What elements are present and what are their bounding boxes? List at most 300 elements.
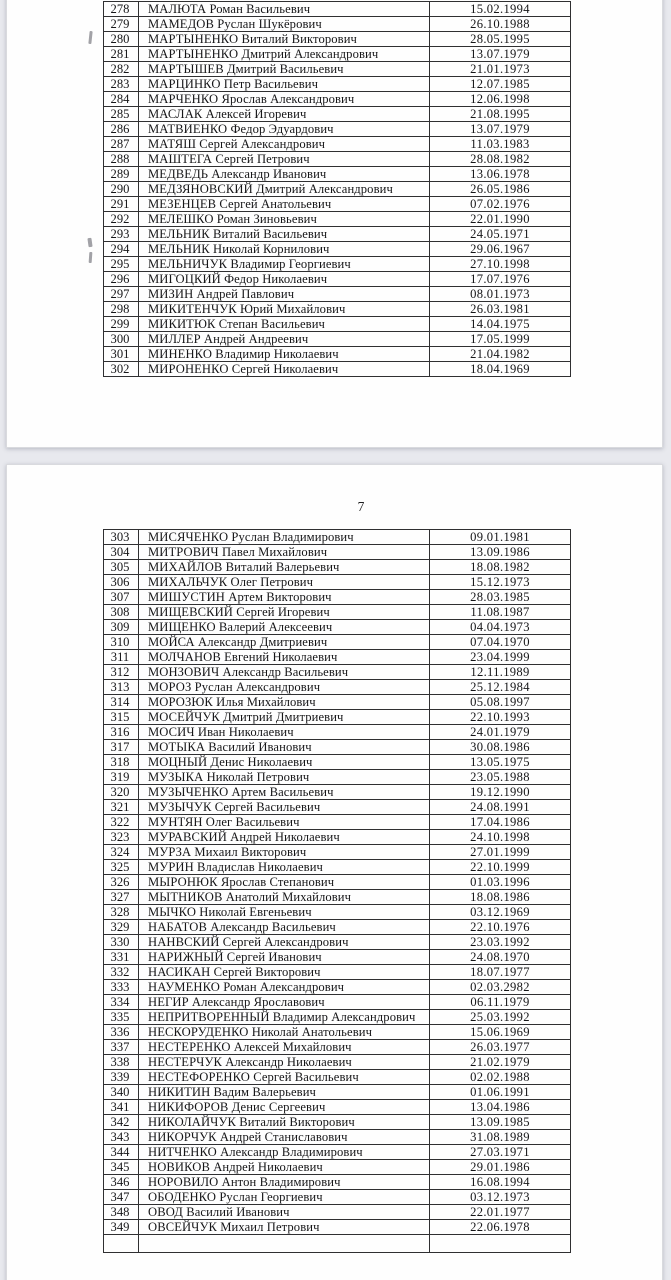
name-cell: МЫЧКО Николай Евгеньевич bbox=[139, 905, 430, 920]
table-row bbox=[104, 1175, 571, 1190]
name-cell: МАРЧЕНКО Ярослав Александрович bbox=[139, 92, 430, 107]
table-row bbox=[104, 137, 571, 152]
birthdate-cell: 27.10.1998 bbox=[430, 257, 571, 272]
table-row bbox=[104, 32, 571, 47]
birthdate-cell: 11.03.1983 bbox=[430, 137, 571, 152]
name-cell: МИЩЕВСКИЙ Сергей Игоревич bbox=[139, 605, 430, 620]
table-row bbox=[104, 815, 571, 830]
table-row bbox=[104, 1025, 571, 1040]
birthdate-cell: 03.12.1973 bbox=[430, 1190, 571, 1205]
name-cell: МОСЕЙЧУК Дмитрий Дмитриевич bbox=[139, 710, 430, 725]
table-row bbox=[104, 122, 571, 137]
row-number-cell: 281 bbox=[104, 47, 139, 62]
name-cell: МИКИТЮК Степан Васильевич bbox=[139, 317, 430, 332]
birthdate-cell: 22.01.1977 bbox=[430, 1205, 571, 1220]
table-row bbox=[104, 530, 571, 545]
table-row bbox=[104, 905, 571, 920]
birthdate-cell: 18.08.1982 bbox=[430, 560, 571, 575]
name-cell: НАРИЖНЫЙ Сергей Иванович bbox=[139, 950, 430, 965]
name-cell: МИГОЦКИЙ Федор Николаевич bbox=[139, 272, 430, 287]
table-row bbox=[104, 590, 571, 605]
name-cell: МИЗИН Андрей Павлович bbox=[139, 287, 430, 302]
table-row bbox=[104, 1130, 571, 1145]
scan-artifact-mark bbox=[89, 252, 93, 263]
table-row bbox=[104, 287, 571, 302]
row-number-cell: 315 bbox=[104, 710, 139, 725]
name-cell: МЕДВЕДЬ Александр Иванович bbox=[139, 167, 430, 182]
name-cell: МАРТЫНЕНКО Виталий Викторович bbox=[139, 32, 430, 47]
birthdate-cell: 06.11.1979 bbox=[430, 995, 571, 1010]
name-cell: МОЛЧАНОВ Евгений Николаевич bbox=[139, 650, 430, 665]
birthdate-cell: 07.02.1976 bbox=[430, 197, 571, 212]
row-number-cell: 344 bbox=[104, 1145, 139, 1160]
birthdate-cell: 21.04.1982 bbox=[430, 347, 571, 362]
birthdate-cell bbox=[430, 1235, 571, 1253]
table-row bbox=[104, 302, 571, 317]
row-number-cell: 280 bbox=[104, 32, 139, 47]
row-number-cell: 291 bbox=[104, 197, 139, 212]
table-row bbox=[104, 605, 571, 620]
table-row bbox=[104, 755, 571, 770]
birthdate-cell: 31.08.1989 bbox=[430, 1130, 571, 1145]
table-row bbox=[104, 107, 571, 122]
birthdate-cell: 17.04.1986 bbox=[430, 815, 571, 830]
name-cell: МОЦНЫЙ Денис Николаевич bbox=[139, 755, 430, 770]
table-row bbox=[104, 680, 571, 695]
name-cell: НАБАТОВ Александр Васильевич bbox=[139, 920, 430, 935]
name-cell: МЕЛЬНИК Виталий Васильевич bbox=[139, 227, 430, 242]
birthdate-cell: 21.08.1995 bbox=[430, 107, 571, 122]
birthdate-cell: 23.05.1988 bbox=[430, 770, 571, 785]
birthdate-cell: 28.03.1985 bbox=[430, 590, 571, 605]
name-cell: МАШТЕГА Сергей Петрович bbox=[139, 152, 430, 167]
name-cell: МИХАЙЛОВ Виталий Валерьевич bbox=[139, 560, 430, 575]
table-row bbox=[104, 965, 571, 980]
table-body-clipped-row bbox=[104, 1235, 571, 1253]
table-row bbox=[104, 1160, 571, 1175]
name-cell: МОРОЗЮК Илья Михайлович bbox=[139, 695, 430, 710]
row-number-cell: 313 bbox=[104, 680, 139, 695]
table-row bbox=[104, 2, 571, 17]
table-row bbox=[104, 920, 571, 935]
birthdate-cell: 23.04.1999 bbox=[430, 650, 571, 665]
row-number-cell: 295 bbox=[104, 257, 139, 272]
name-cell: НЕСКОРУДЕНКО Николай Анатольевич bbox=[139, 1025, 430, 1040]
name-cell: НЕГИР Александр Ярославович bbox=[139, 995, 430, 1010]
birthdate-cell: 13.07.1979 bbox=[430, 122, 571, 137]
birthdate-cell: 13.06.1978 bbox=[430, 167, 571, 182]
table-row bbox=[104, 1190, 571, 1205]
row-number-cell: 285 bbox=[104, 107, 139, 122]
row-number-cell: 312 bbox=[104, 665, 139, 680]
table-row bbox=[104, 770, 571, 785]
name-cell: МИЩЕНКО Валерий Алексеевич bbox=[139, 620, 430, 635]
row-number-cell: 326 bbox=[104, 875, 139, 890]
birthdate-cell: 13.04.1986 bbox=[430, 1100, 571, 1115]
row-number-cell: 310 bbox=[104, 635, 139, 650]
birthdate-cell: 26.10.1988 bbox=[430, 17, 571, 32]
table-row bbox=[104, 272, 571, 287]
birthdate-cell: 24.08.1991 bbox=[430, 800, 571, 815]
row-number-cell: 336 bbox=[104, 1025, 139, 1040]
document-page-previous bbox=[6, 0, 663, 448]
row-number-cell: 305 bbox=[104, 560, 139, 575]
row-number-cell: 319 bbox=[104, 770, 139, 785]
row-number-cell: 329 bbox=[104, 920, 139, 935]
row-number-cell: 282 bbox=[104, 62, 139, 77]
name-cell: МОСИЧ Иван Николаевич bbox=[139, 725, 430, 740]
birthdate-cell: 08.01.1973 bbox=[430, 287, 571, 302]
table-row bbox=[104, 1055, 571, 1070]
names-table-page-1 bbox=[103, 1, 571, 377]
birthdate-cell: 13.07.1979 bbox=[430, 47, 571, 62]
name-cell: НАСИКАН Сергей Викторович bbox=[139, 965, 430, 980]
birthdate-cell: 12.11.1989 bbox=[430, 665, 571, 680]
row-number-cell: 347 bbox=[104, 1190, 139, 1205]
scan-artifact-mark bbox=[88, 31, 92, 44]
row-number-cell: 320 bbox=[104, 785, 139, 800]
birthdate-cell: 24.01.1979 bbox=[430, 725, 571, 740]
name-cell: МОНЗОВИЧ Александр Васильевич bbox=[139, 665, 430, 680]
row-number-cell: 286 bbox=[104, 122, 139, 137]
row-number-cell: 289 bbox=[104, 167, 139, 182]
name-cell: НИКОРЧУК Андрей Станиславович bbox=[139, 1130, 430, 1145]
birthdate-cell: 24.05.1971 bbox=[430, 227, 571, 242]
name-cell: ОВОД Василий Иванович bbox=[139, 1205, 430, 1220]
row-number-cell: 284 bbox=[104, 92, 139, 107]
row-number-cell: 321 bbox=[104, 800, 139, 815]
name-cell: МЫТНИКОВ Анатолий Михайлович bbox=[139, 890, 430, 905]
name-cell: МИШУСТИН Артем Викторович bbox=[139, 590, 430, 605]
name-cell: МЫРОНЮК Ярослав Степанович bbox=[139, 875, 430, 890]
row-number-cell: 287 bbox=[104, 137, 139, 152]
row-number-cell: 301 bbox=[104, 347, 139, 362]
table-row bbox=[104, 77, 571, 92]
row-number-cell: 322 bbox=[104, 815, 139, 830]
table-row bbox=[104, 167, 571, 182]
table-row bbox=[104, 257, 571, 272]
name-cell: МАТЯШ Сергей Александрович bbox=[139, 137, 430, 152]
birthdate-cell: 18.08.1986 bbox=[430, 890, 571, 905]
table-row bbox=[104, 182, 571, 197]
birthdate-cell: 22.01.1990 bbox=[430, 212, 571, 227]
name-cell: МЕЛЕШКО Роман Зиновьевич bbox=[139, 212, 430, 227]
row-number-cell: 323 bbox=[104, 830, 139, 845]
row-number-cell: 292 bbox=[104, 212, 139, 227]
birthdate-cell: 23.03.1992 bbox=[430, 935, 571, 950]
table-row bbox=[104, 830, 571, 845]
birthdate-cell: 01.03.1996 bbox=[430, 875, 571, 890]
table-row bbox=[104, 995, 571, 1010]
table-row bbox=[104, 152, 571, 167]
name-cell: МУРЗА Михаил Викторович bbox=[139, 845, 430, 860]
name-cell: НЕСТЕФОРЕНКО Сергей Васильевич bbox=[139, 1070, 430, 1085]
birthdate-cell: 02.03.2982 bbox=[430, 980, 571, 995]
row-number-cell: 332 bbox=[104, 965, 139, 980]
table-row bbox=[104, 845, 571, 860]
name-cell: МЕДЗЯНОВСКИЙ Дмитрий Александрович bbox=[139, 182, 430, 197]
birthdate-cell: 09.01.1981 bbox=[430, 530, 571, 545]
table-body bbox=[104, 2, 571, 377]
table-row bbox=[104, 362, 571, 377]
table-row bbox=[104, 740, 571, 755]
table-row bbox=[104, 1010, 571, 1025]
birthdate-cell: 27.01.1999 bbox=[430, 845, 571, 860]
name-cell: МАРТЫНЕНКО Дмитрий Александрович bbox=[139, 47, 430, 62]
birthdate-cell: 22.10.1993 bbox=[430, 710, 571, 725]
table-row bbox=[104, 197, 571, 212]
name-cell: МУРАВСКИЙ Андрей Николаевич bbox=[139, 830, 430, 845]
table-row bbox=[104, 980, 571, 995]
row-number-cell: 288 bbox=[104, 152, 139, 167]
row-number-cell: 278 bbox=[104, 2, 139, 17]
birthdate-cell: 25.12.1984 bbox=[430, 680, 571, 695]
table-row bbox=[104, 1085, 571, 1100]
name-cell bbox=[139, 1235, 430, 1253]
row-number-cell: 311 bbox=[104, 650, 139, 665]
table-row bbox=[104, 332, 571, 347]
row-number-cell: 297 bbox=[104, 287, 139, 302]
row-number-cell: 283 bbox=[104, 77, 139, 92]
row-number-cell: 349 bbox=[104, 1220, 139, 1235]
row-number-cell: 298 bbox=[104, 302, 139, 317]
row-number-cell: 304 bbox=[104, 545, 139, 560]
page-number: 7 bbox=[357, 499, 365, 514]
name-cell: МОЙСА Александр Дмитриевич bbox=[139, 635, 430, 650]
birthdate-cell: 13.09.1985 bbox=[430, 1115, 571, 1130]
row-number-cell: 324 bbox=[104, 845, 139, 860]
row-number-cell: 302 bbox=[104, 362, 139, 377]
row-number-cell: 338 bbox=[104, 1055, 139, 1070]
birthdate-cell: 12.06.1998 bbox=[430, 92, 571, 107]
name-cell: ОВСЕЙЧУК Михаил Петрович bbox=[139, 1220, 430, 1235]
name-cell: МАТВИЕНКО Федор Эдуардович bbox=[139, 122, 430, 137]
row-number-cell: 345 bbox=[104, 1160, 139, 1175]
birthdate-cell: 22.10.1976 bbox=[430, 920, 571, 935]
table-row bbox=[104, 62, 571, 77]
row-number-cell: 299 bbox=[104, 317, 139, 332]
birthdate-cell: 05.08.1997 bbox=[430, 695, 571, 710]
name-cell: МАРТЫШЕВ Дмитрий Васильевич bbox=[139, 62, 430, 77]
birthdate-cell: 25.03.1992 bbox=[430, 1010, 571, 1025]
row-number-cell: 293 bbox=[104, 227, 139, 242]
table-row bbox=[104, 890, 571, 905]
row-number-cell: 327 bbox=[104, 890, 139, 905]
name-cell: НИКИФОРОВ Денис Сергеевич bbox=[139, 1100, 430, 1115]
birthdate-cell: 26.03.1977 bbox=[430, 1040, 571, 1055]
name-cell: МИРОНЕНКО Сергей Николаевич bbox=[139, 362, 430, 377]
birthdate-cell: 11.08.1987 bbox=[430, 605, 571, 620]
name-cell: МИЛЛЕР Андрей Андреевич bbox=[139, 332, 430, 347]
table-row bbox=[104, 317, 571, 332]
birthdate-cell: 15.02.1994 bbox=[430, 2, 571, 17]
table-row bbox=[104, 347, 571, 362]
name-cell: МАРЦИНКО Петр Васильевич bbox=[139, 77, 430, 92]
table-row bbox=[104, 710, 571, 725]
row-number-cell: 279 bbox=[104, 17, 139, 32]
name-cell: МУЗЫЧЕНКО Артем Васильевич bbox=[139, 785, 430, 800]
name-cell: МЕЛЬНИЧУК Владимир Георгиевич bbox=[139, 257, 430, 272]
row-number-cell: 339 bbox=[104, 1070, 139, 1085]
birthdate-cell: 30.08.1986 bbox=[430, 740, 571, 755]
name-cell: МУЗЫЧУК Сергей Васильевич bbox=[139, 800, 430, 815]
table-row bbox=[104, 950, 571, 965]
birthdate-cell: 01.06.1991 bbox=[430, 1085, 571, 1100]
name-cell: НЕСТЕРЕНКО Алексей Михайлович bbox=[139, 1040, 430, 1055]
birthdate-cell: 22.10.1999 bbox=[430, 860, 571, 875]
row-number-cell: 325 bbox=[104, 860, 139, 875]
row-number-cell: 342 bbox=[104, 1115, 139, 1130]
table-row bbox=[104, 212, 571, 227]
birthdate-cell: 15.12.1973 bbox=[430, 575, 571, 590]
birthdate-cell: 18.04.1969 bbox=[430, 362, 571, 377]
name-cell: МИХАЛЬЧУК Олег Петрович bbox=[139, 575, 430, 590]
birthdate-cell: 21.02.1979 bbox=[430, 1055, 571, 1070]
row-number-cell: 333 bbox=[104, 980, 139, 995]
name-cell: МИНЕНКО Владимир Николаевич bbox=[139, 347, 430, 362]
row-number-cell: 307 bbox=[104, 590, 139, 605]
birthdate-cell: 29.01.1986 bbox=[430, 1160, 571, 1175]
row-number-cell: 328 bbox=[104, 905, 139, 920]
table-row bbox=[104, 575, 571, 590]
scan-artifact-mark bbox=[87, 238, 92, 247]
birthdate-cell: 14.04.1975 bbox=[430, 317, 571, 332]
table-row bbox=[104, 665, 571, 680]
name-cell: НАНВСКИЙ Сергей Александрович bbox=[139, 935, 430, 950]
row-number-cell: 317 bbox=[104, 740, 139, 755]
table-row bbox=[104, 227, 571, 242]
birthdate-cell: 17.07.1976 bbox=[430, 272, 571, 287]
row-number-cell: 306 bbox=[104, 575, 139, 590]
table-row bbox=[104, 860, 571, 875]
row-number-cell: 348 bbox=[104, 1205, 139, 1220]
name-cell: МИТРОВИЧ Павел Михайлович bbox=[139, 545, 430, 560]
table-row bbox=[104, 635, 571, 650]
table-row bbox=[104, 560, 571, 575]
name-cell: ОБОДЕНКО Руслан Георгиевич bbox=[139, 1190, 430, 1205]
birthdate-cell: 04.04.1973 bbox=[430, 620, 571, 635]
name-cell: НЕПРИТВОРЕННЫЙ Владимир Александрович bbox=[139, 1010, 430, 1025]
birthdate-cell: 26.05.1986 bbox=[430, 182, 571, 197]
table-row bbox=[104, 242, 571, 257]
name-cell: НИКОЛАЙЧУК Виталий Викторович bbox=[139, 1115, 430, 1130]
name-cell: НОРОВИЛО Антон Владимирович bbox=[139, 1175, 430, 1190]
birthdate-cell: 28.05.1995 bbox=[430, 32, 571, 47]
table-row bbox=[104, 92, 571, 107]
birthdate-cell: 13.09.1986 bbox=[430, 545, 571, 560]
birthdate-cell: 13.05.1975 bbox=[430, 755, 571, 770]
row-number-cell: 303 bbox=[104, 530, 139, 545]
row-number-cell: 337 bbox=[104, 1040, 139, 1055]
name-cell: МЕЛЬНИК Николай Корнилович bbox=[139, 242, 430, 257]
table-body bbox=[104, 530, 571, 1235]
name-cell: НИКИТИН Вадим Валерьевич bbox=[139, 1085, 430, 1100]
name-cell: МЕЗЕНЦЕВ Сергей Анатольевич bbox=[139, 197, 430, 212]
birthdate-cell: 28.08.1982 bbox=[430, 152, 571, 167]
table-row bbox=[104, 875, 571, 890]
names-table-page-2 bbox=[103, 529, 571, 1253]
name-cell: МАСЛАК Алексей Игоревич bbox=[139, 107, 430, 122]
table-row bbox=[104, 17, 571, 32]
birthdate-cell: 16.08.1994 bbox=[430, 1175, 571, 1190]
table-row bbox=[104, 545, 571, 560]
document-page-7 bbox=[6, 464, 663, 1280]
table-row bbox=[104, 935, 571, 950]
birthdate-cell: 15.06.1969 bbox=[430, 1025, 571, 1040]
table-row bbox=[104, 47, 571, 62]
row-number-cell: 330 bbox=[104, 935, 139, 950]
table-row bbox=[104, 785, 571, 800]
birthdate-cell: 27.03.1971 bbox=[430, 1145, 571, 1160]
row-number-cell: 335 bbox=[104, 1010, 139, 1025]
table-row bbox=[104, 695, 571, 710]
row-number-cell: 309 bbox=[104, 620, 139, 635]
birthdate-cell: 07.04.1970 bbox=[430, 635, 571, 650]
name-cell: МУНТЯН Олег Васильевич bbox=[139, 815, 430, 830]
row-number-cell: 294 bbox=[104, 242, 139, 257]
name-cell: НАУМЕНКО Роман Александрович bbox=[139, 980, 430, 995]
row-number-cell: 300 bbox=[104, 332, 139, 347]
row-number-cell: 308 bbox=[104, 605, 139, 620]
birthdate-cell: 03.12.1969 bbox=[430, 905, 571, 920]
name-cell: МАЛЮТА Роман Васильевич bbox=[139, 2, 430, 17]
name-cell: МАМЕДОВ Руслан Шукёрович bbox=[139, 17, 430, 32]
table-row bbox=[104, 650, 571, 665]
name-cell: НЕСТЕРЧУК Александр Николаевич bbox=[139, 1055, 430, 1070]
row-number-cell: 346 bbox=[104, 1175, 139, 1190]
table-row bbox=[104, 1205, 571, 1220]
name-cell: МУЗЫКА Николай Петрович bbox=[139, 770, 430, 785]
name-cell: МИСЯЧЕНКО Руслан Владимирович bbox=[139, 530, 430, 545]
birthdate-cell: 24.10.1998 bbox=[430, 830, 571, 845]
row-number-cell: 290 bbox=[104, 182, 139, 197]
birthdate-cell: 29.06.1967 bbox=[430, 242, 571, 257]
birthdate-cell: 22.06.1978 bbox=[430, 1220, 571, 1235]
birthdate-cell: 21.01.1973 bbox=[430, 62, 571, 77]
birthdate-cell: 24.08.1970 bbox=[430, 950, 571, 965]
name-cell: НИТЧЕНКО Александр Владимирович bbox=[139, 1145, 430, 1160]
birthdate-cell: 18.07.1977 bbox=[430, 965, 571, 980]
name-cell: НОВИКОВ Андрей Николаевич bbox=[139, 1160, 430, 1175]
table-row bbox=[104, 1220, 571, 1235]
table-row bbox=[104, 620, 571, 635]
table-row bbox=[104, 1145, 571, 1160]
row-number-cell: 314 bbox=[104, 695, 139, 710]
row-number-cell: 296 bbox=[104, 272, 139, 287]
row-number-cell: 331 bbox=[104, 950, 139, 965]
row-number-cell: 343 bbox=[104, 1130, 139, 1145]
table-row-clipped bbox=[104, 1235, 571, 1253]
birthdate-cell: 17.05.1999 bbox=[430, 332, 571, 347]
name-cell: МУРИН Владислав Николаевич bbox=[139, 860, 430, 875]
birthdate-cell: 26.03.1981 bbox=[430, 302, 571, 317]
birthdate-cell: 12.07.1985 bbox=[430, 77, 571, 92]
row-number-cell: 334 bbox=[104, 995, 139, 1010]
table-row bbox=[104, 1115, 571, 1130]
name-cell: МОРОЗ Руслан Александрович bbox=[139, 680, 430, 695]
row-number-cell: 340 bbox=[104, 1085, 139, 1100]
table-row bbox=[104, 725, 571, 740]
row-number-cell: 341 bbox=[104, 1100, 139, 1115]
table-row bbox=[104, 1040, 571, 1055]
row-number-cell bbox=[104, 1235, 139, 1253]
table-row bbox=[104, 800, 571, 815]
table-row bbox=[104, 1070, 571, 1085]
row-number-cell: 316 bbox=[104, 725, 139, 740]
birthdate-cell: 02.02.1988 bbox=[430, 1070, 571, 1085]
name-cell: МИКИТЕНЧУК Юрий Михайлович bbox=[139, 302, 430, 317]
name-cell: МОТЫКА Василий Иванович bbox=[139, 740, 430, 755]
